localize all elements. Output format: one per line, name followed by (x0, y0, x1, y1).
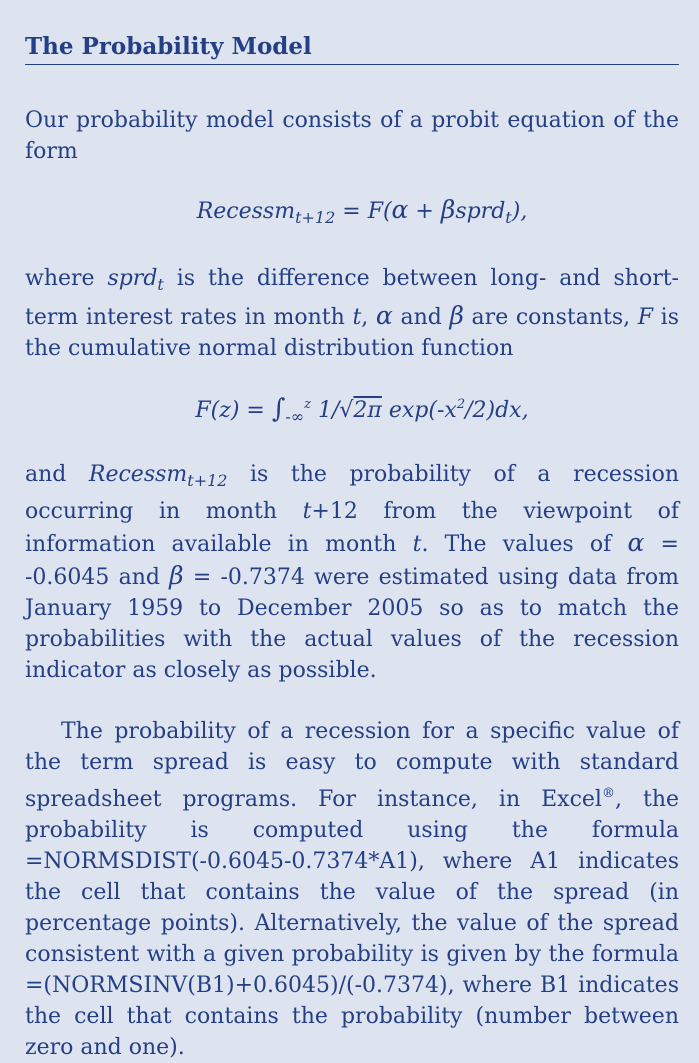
p2-text-f: is the cumulative normal distribution function (25, 305, 679, 361)
p2-text-e: are constants, (463, 305, 638, 330)
title-divider (25, 64, 679, 65)
section-title: The Probability Model (25, 33, 312, 60)
eq1-rhs-open: F( (367, 199, 392, 224)
integral-lower-limit: -∞ (285, 407, 305, 426)
p3-t2: t (412, 532, 422, 557)
p3-recessm-subscript: t+12 (187, 471, 228, 490)
p3-beta: β (169, 561, 184, 590)
p2-text-d: and (392, 305, 450, 330)
p3-text-e: = -0.6045 and (25, 532, 679, 590)
eq1-equals: = (335, 199, 368, 224)
eq2-body-a: 1/ (310, 398, 340, 423)
eq2-body-c: /2)dx, (465, 398, 529, 423)
eq2-square: 2 (456, 397, 466, 412)
intro-paragraph: Our probability model consists of a probit equation of the form (25, 108, 679, 164)
estimation-paragraph (25, 459, 679, 686)
p3-text-b: is the probability of a recession occurring in month (25, 462, 679, 524)
eq1-beta: β (440, 195, 456, 224)
p3-t1: t (302, 499, 312, 524)
eq1-sprd: sprd (455, 199, 506, 224)
p2-F: F (637, 305, 654, 330)
p3-text-f: = -0.7374 were estimated using data from January 1959 to December 2005 so as to match the probabilities with the actual values of the recession indicator as closely as possible. (25, 565, 679, 683)
p3-alpha: α (627, 528, 645, 557)
eq1-lhs-subscript: t+12 (295, 208, 336, 227)
spreadsheet-paragraph (25, 716, 679, 1063)
p4-text-b: , the probability is computed using the formula =NORMSDIST(-0.6045-0.7374*A1), where A1 indicates the cell that contains the value of the spread (in percentage points). Alternatively, the value of the spread consistent with a given probability is given by the formula =(NORMSINV(B1)+0.6045)/(-0.7374), where B1 indicates the cell that contains the probability (number between zero and one). (25, 787, 680, 1060)
p2-text-a: where (25, 266, 108, 291)
p2-t: t (352, 305, 362, 330)
eq1-sprd-subscript: t (505, 208, 512, 227)
eq1-plus: + (408, 199, 441, 224)
p2-beta: β (449, 301, 464, 330)
eq1-lhs: Recessm (196, 199, 296, 224)
p3-text-d: . The values of (421, 532, 628, 557)
cdf-equation (25, 389, 679, 432)
integral-upper-limit: z (304, 397, 311, 412)
definition-paragraph (25, 263, 679, 364)
eq1-close: ), (511, 199, 528, 224)
eq1-alpha: α (391, 195, 409, 224)
p2-sprd-subscript: t (157, 275, 164, 294)
registered-mark: ® (601, 786, 615, 801)
eq2-body-b: exp(-x (381, 398, 457, 423)
probit-equation (25, 194, 679, 233)
p2-alpha: α (375, 301, 393, 330)
p4-text-a: The probability of a recession for a specific value of the term spread is easy to compute with standard spreadsheet programs. For instance, in Excel (25, 719, 679, 812)
p3-recessm: Recessm (88, 462, 188, 487)
integral-sign: ∫ (271, 394, 286, 424)
p3-text-c: +12 from the viewpoint of information available in month (25, 499, 679, 557)
p2-text-b: is the difference between long- and short-term interest rates in month (25, 266, 679, 330)
p2-text-c: , (361, 305, 376, 330)
p2-sprd: sprd (107, 266, 158, 291)
eq2-lhs: F(z) = (195, 398, 272, 423)
sqrt-sign: √ (339, 398, 354, 423)
eq2-two-pi: 2π (353, 398, 382, 423)
p3-text-a: and (25, 462, 89, 487)
